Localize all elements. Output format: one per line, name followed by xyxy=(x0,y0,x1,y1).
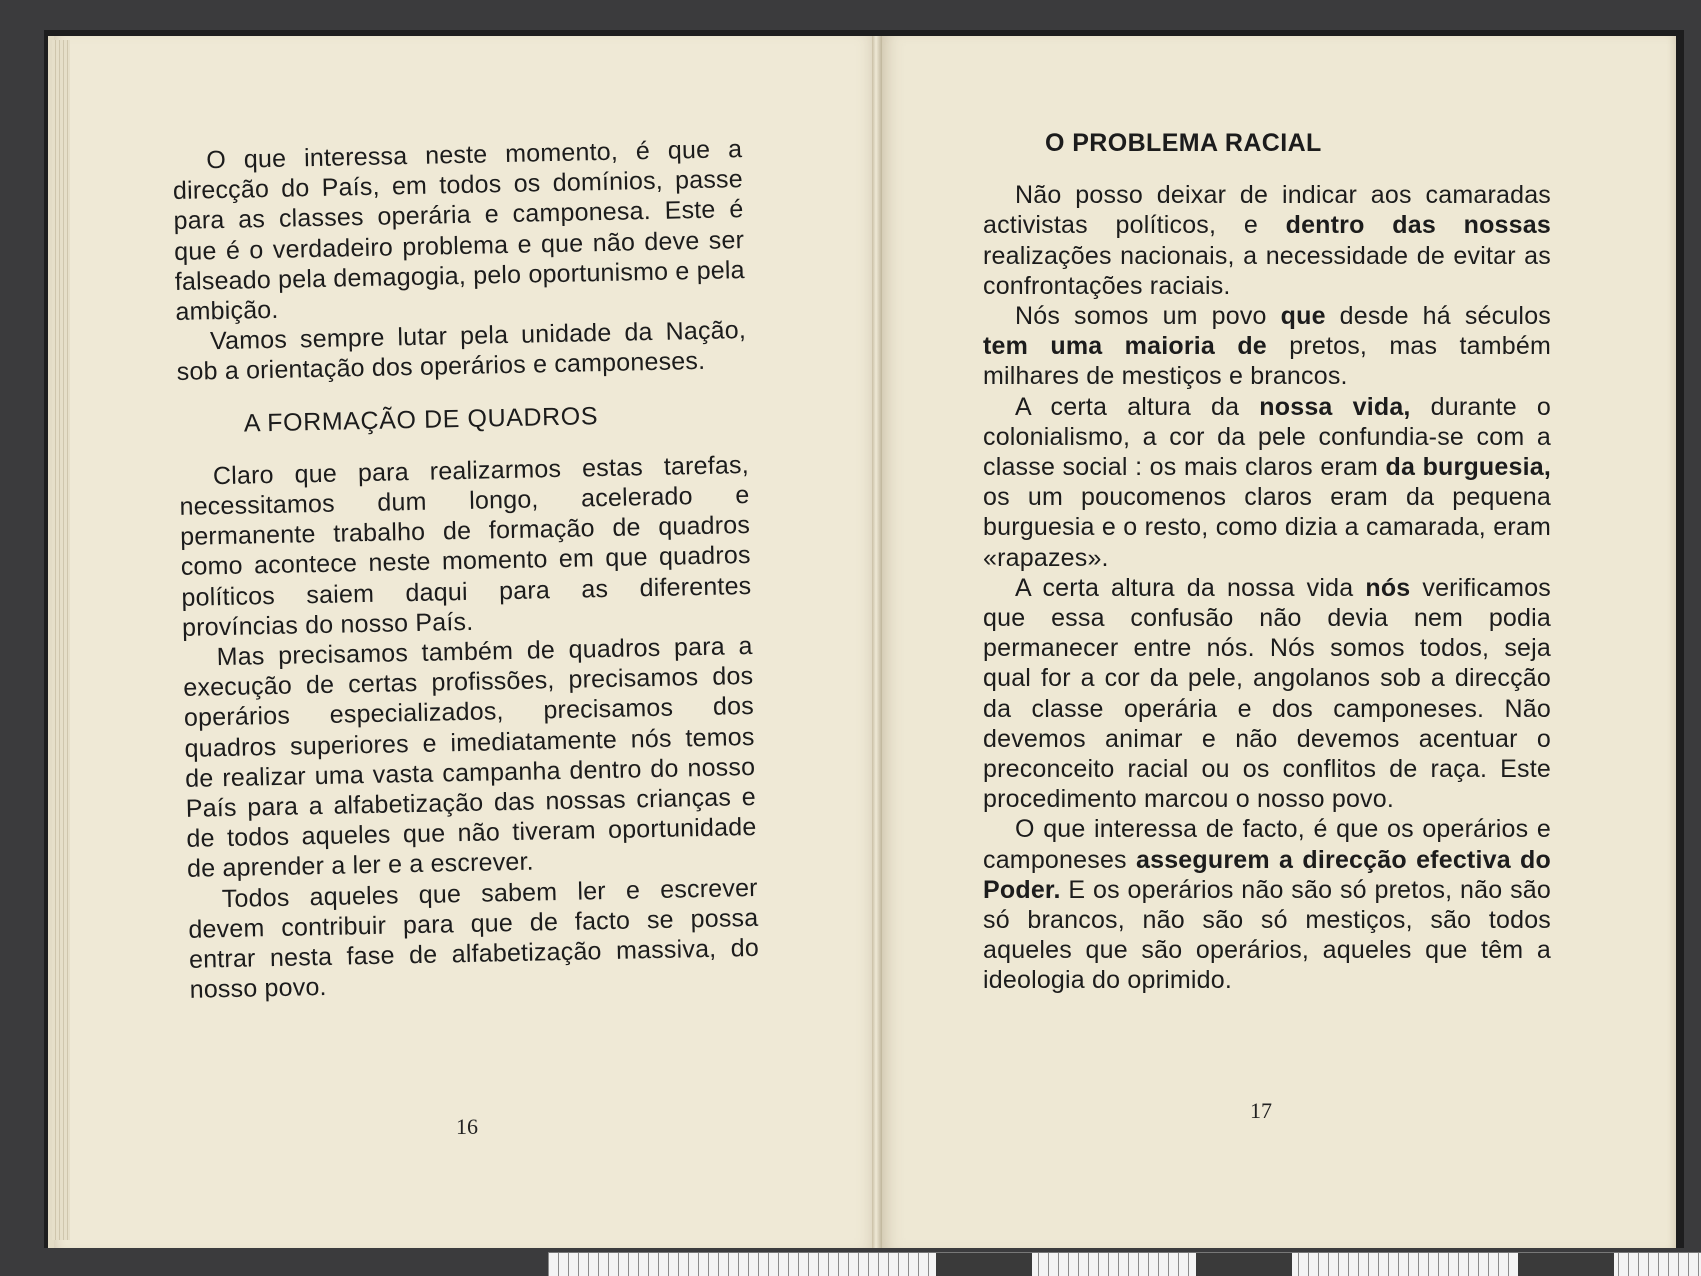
bold-run: da burguesia, xyxy=(1385,453,1551,482)
text-run: Nós somos um povo xyxy=(1015,302,1281,331)
paragraph xyxy=(983,814,1551,995)
text-run: realizações nacionais, a necessidade de evitar as confrontações raciais. xyxy=(983,241,1551,300)
paragraph xyxy=(983,392,1551,573)
paragraph: O que interessa neste momento, é que a direcção do País, em todos os domínios, passe para as classes operária e camponesa. Este é que é o verdadeiro problema e que não deve ser falseado pela demagogia, pelo oportunismo e pela ambição. xyxy=(172,135,746,326)
book-gutter xyxy=(872,36,882,1248)
paragraph: Mas precisamos também de quadros para a execução de certas profissões, precisamos dos operários especializados, precisamos dos quadros superiores e imediatamente nós temos de realizar uma vasta campanha dentro do nosso País para a alfabetização das nossas crianças e de todos aqueles que não tiveram oportunidade de aprender a ler e a escrever. xyxy=(183,632,757,884)
page-edges xyxy=(52,40,70,1240)
bold-run: dentro das nossas xyxy=(1285,211,1551,240)
page-number: 17 xyxy=(1250,1098,1272,1123)
text-run: os um poucomenos claros eram da pequena burguesia e o resto, como dizia a camarada, eram «rapazes». xyxy=(983,483,1551,572)
text-run: A certa altura da nossa vida xyxy=(1015,573,1366,602)
text-run: verificamos que essa confusão não devia nem podia permanecer entre nós. Nós somos todos, seja qual for a cor da pele, angolanos sob a direcção da classe operária e dos camponeses. Não devemos animar e não devemos acentuar o preconceito racial ou os conflitos de raça. Este procedimento marcou o nosso povo. xyxy=(983,573,1551,814)
bold-run: nossa vida, xyxy=(1259,392,1411,421)
section-heading: O PROBLEMA RACIAL xyxy=(1045,129,1322,157)
page-number: 16 xyxy=(456,1114,478,1139)
bold-run: nós xyxy=(1365,573,1411,602)
scale-ruler xyxy=(548,1252,1701,1276)
paragraph: Claro que para realizarmos estas tarefas, necessitamos dum longo, acelerado e permanente trabalho de formação de quadros como acontece neste momento em que quadros políticos saiem daqui para as diferentes províncias do nosso País. xyxy=(179,450,752,642)
text-run: durante o colonialismo, a cor da pele confundia-se com a classe social : os mais claros eram xyxy=(983,392,1551,482)
text-run: Não posso deixar de indicar aos camaradas activistas políticos, e xyxy=(983,181,1551,240)
paragraph xyxy=(983,180,1551,301)
text-run: E os operários não são só pretos, não são só brancos, não são só mestiços, são todos aqueles que são operários, aqueles que têm a ideologia do oprimido. xyxy=(983,875,1551,995)
text-run: O que interessa de facto, é que os operários e camponeses xyxy=(983,815,1551,874)
paragraph xyxy=(983,573,1551,815)
text-run: desde há séculos xyxy=(1325,302,1551,331)
left-page-text xyxy=(172,134,760,1005)
bold-run: assegurem a direcção efectiva do Poder. xyxy=(983,845,1551,904)
ruler-band xyxy=(1518,1253,1614,1276)
text-run: pretos, mas também milhares de mestiços e brancos. xyxy=(983,332,1552,391)
ruler-band xyxy=(1196,1253,1292,1276)
text-run: A certa altura da xyxy=(1015,392,1260,421)
bold-run: que xyxy=(1280,302,1326,331)
bold-run: tem uma maioria de xyxy=(983,332,1267,361)
right-page-text xyxy=(983,128,1551,996)
ruler-band xyxy=(936,1253,1032,1276)
section-heading: A FORMAÇÃO DE QUADROS xyxy=(243,401,599,438)
paragraph: Vamos sempre lutar pela unidade da Nação, sob a orientação dos operários e camponeses. xyxy=(176,316,747,387)
paragraph: Todos aqueles que sabem ler e escrever devem contribuir para que de facto se possa entrar nesta fase de alfabetização massiva, do nosso povo. xyxy=(188,873,760,1005)
paragraph xyxy=(983,301,1551,392)
